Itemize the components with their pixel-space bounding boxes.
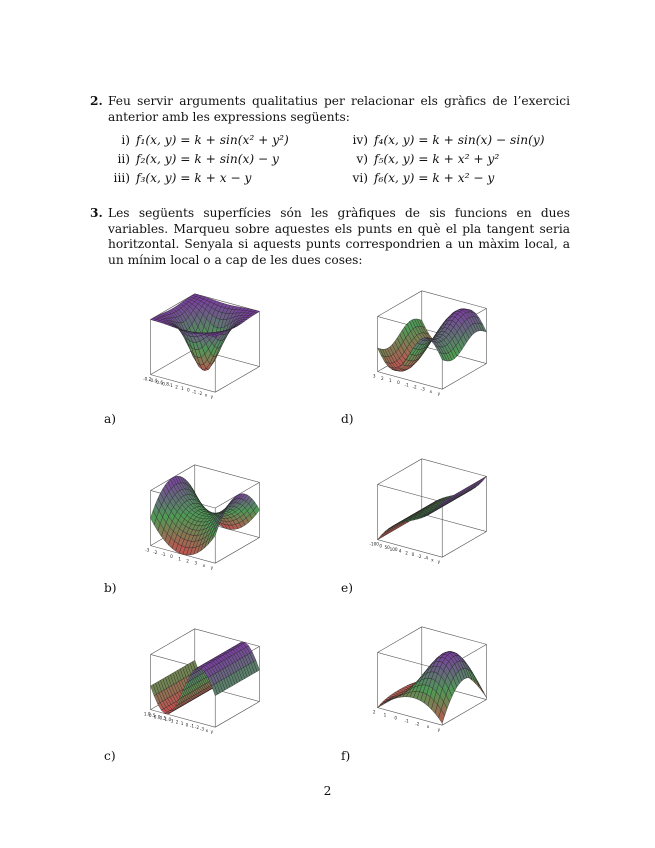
tick-label: 0: [185, 722, 189, 728]
problem-3-number: 3.: [90, 206, 103, 220]
tick-label: 1: [178, 556, 181, 562]
tick-label: -1.0: [163, 716, 172, 722]
tick-labels: [373, 374, 441, 397]
tick-label: -2: [194, 725, 200, 731]
tick-label: y: [210, 729, 214, 735]
tick-labels: [143, 377, 214, 400]
tick-labels: [373, 710, 441, 733]
tick-label: 4: [398, 548, 402, 554]
equation-v: [342, 150, 544, 169]
tick-label: -0.5: [158, 715, 167, 721]
problem-2-text: Feu servir arguments qualitatius per relacionar els gràfics de l’exercici anterior amb les expressions següents:: [108, 94, 570, 124]
tick-label: 1: [389, 377, 392, 383]
tick-label: x: [205, 727, 209, 733]
surface-plot-a: [135, 265, 275, 415]
tick-label: -0.2: [143, 376, 152, 382]
tick-label: 2: [405, 550, 408, 556]
tick-label: 2: [372, 709, 376, 715]
surface-mesh: [151, 294, 260, 371]
surface-plot-b: [135, 436, 275, 586]
equation-label: ii): [117, 152, 130, 166]
tick-label: 2: [175, 719, 179, 725]
surface-plot-a-svg: [135, 265, 275, 415]
surface-mesh: [378, 309, 487, 371]
plot-label-b: b): [104, 581, 117, 595]
surface-plot-e: [362, 430, 502, 580]
equation-iv: [342, 131, 544, 150]
tick-label: 1: [181, 386, 184, 392]
tick-label: -2: [153, 549, 158, 555]
tick-label: 0: [411, 552, 415, 558]
surface-mesh: [378, 476, 487, 539]
equation-list-right: [342, 131, 544, 188]
problem-3: [90, 206, 570, 268]
equation-label: i): [121, 133, 130, 147]
tick-label: 0: [394, 715, 398, 721]
surface-plot-f-svg: [362, 598, 502, 748]
tick-label: 100: [389, 546, 398, 552]
tick-label: 3: [170, 718, 174, 724]
tick-label: 0.0: [153, 714, 161, 720]
tick-label: -1: [168, 382, 173, 388]
surface-plot-c-svg: [135, 600, 275, 750]
tick-labels: [369, 542, 440, 565]
tick-label: x: [429, 388, 433, 394]
tick-label: y: [437, 727, 441, 733]
tick-label: -1: [161, 551, 166, 557]
surface-mesh: [151, 642, 260, 714]
tick-label: -1: [404, 718, 409, 724]
tick-label: 1: [180, 721, 184, 727]
tick-label: -3: [199, 726, 205, 732]
equation-label: iii): [113, 171, 130, 185]
tick-label: -2: [415, 721, 420, 727]
tick-label: x: [202, 562, 206, 568]
surface-plot-f: [362, 598, 502, 748]
problem-2-number: 2.: [90, 94, 103, 108]
tick-label: 0: [187, 387, 190, 393]
tick-label: 1.0: [143, 711, 151, 717]
tick-label: y: [437, 391, 441, 397]
tick-label: 0: [397, 380, 400, 386]
tick-label: -4: [423, 555, 429, 561]
tick-label: 0: [379, 543, 382, 549]
tick-label: x: [431, 557, 434, 563]
equation-expression: f₄(x, y) = k + sin(x) − sin(y): [374, 133, 545, 147]
tick-label: 1: [383, 712, 387, 718]
tick-label: -1: [192, 389, 197, 395]
equation-expression: f₃(x, y) = k + x − y: [136, 171, 252, 185]
tick-label: -2: [198, 390, 203, 396]
tick-label: -100: [369, 541, 379, 547]
tick-label: 0: [170, 554, 173, 560]
tick-label: 50: [384, 545, 390, 551]
equation-list-left: [104, 131, 289, 188]
surface-plot-d-svg: [362, 262, 502, 412]
problem-3-text: Les següents superfícies són les gràfiques de sis funcions en dues variables. Marqueu sobre aquestes els punts en què el pla tangent seria horitzontal. Senyala si aquests punts correspondrien a un màxim local, a un mínim local o a cap de les dues coses:: [108, 206, 570, 267]
plot-label-e: e): [341, 581, 353, 595]
tick-label: y: [210, 565, 214, 571]
equation-i: [104, 131, 289, 150]
tick-label: 0.5: [148, 712, 156, 718]
surface-mesh: [378, 651, 487, 723]
problem-2: [90, 94, 570, 125]
equation-expression: f₁(x, y) = k + sin(x² + y²): [136, 133, 289, 147]
surface-plot-c: [135, 600, 275, 750]
tick-label: 2: [175, 384, 178, 390]
tick-labels: [144, 712, 214, 735]
tick-label: -0.8: [160, 381, 169, 387]
tick-label: x: [204, 392, 208, 398]
equation-ii: [104, 150, 289, 169]
plot-label-d: d): [341, 412, 354, 426]
tick-label: -3: [420, 386, 425, 392]
surface-plot-e-svg: [362, 430, 502, 580]
equation-label: vi): [352, 171, 368, 185]
equation-expression: f₂(x, y) = k + sin(x) − y: [136, 152, 279, 166]
equation-expression: f₅(x, y) = k + x² + y²: [374, 152, 500, 166]
surface-plot-d: [362, 262, 502, 412]
equation-expression: f₆(x, y) = k + x² − y: [374, 171, 495, 185]
tick-label: 3: [372, 373, 376, 379]
page-number: 2: [323, 784, 332, 798]
tick-label: -2: [417, 553, 422, 559]
tick-label: y: [437, 559, 441, 565]
equation-label: v): [356, 152, 368, 166]
tick-label: 2: [380, 375, 384, 381]
equation-vi: [342, 169, 544, 188]
tick-label: -2: [412, 384, 417, 390]
plot-label-f: f): [341, 749, 351, 763]
plot-label-c: c): [104, 749, 116, 763]
tick-label: -1: [189, 723, 195, 729]
tick-label: y: [210, 394, 214, 400]
surface-plot-b-svg: [135, 436, 275, 586]
equation-iii: [104, 169, 289, 188]
tick-label: -0.4: [148, 378, 158, 384]
tick-label: -0.6: [154, 379, 164, 385]
equation-label: iv): [352, 133, 368, 147]
tick-label: -3: [145, 547, 150, 553]
surface-mesh: [151, 476, 260, 555]
plot-label-a: a): [104, 412, 117, 426]
tick-label: x: [426, 724, 430, 730]
tick-label: 2: [186, 558, 189, 564]
tick-label: 3: [194, 560, 198, 566]
tick-label: -1: [404, 382, 409, 388]
